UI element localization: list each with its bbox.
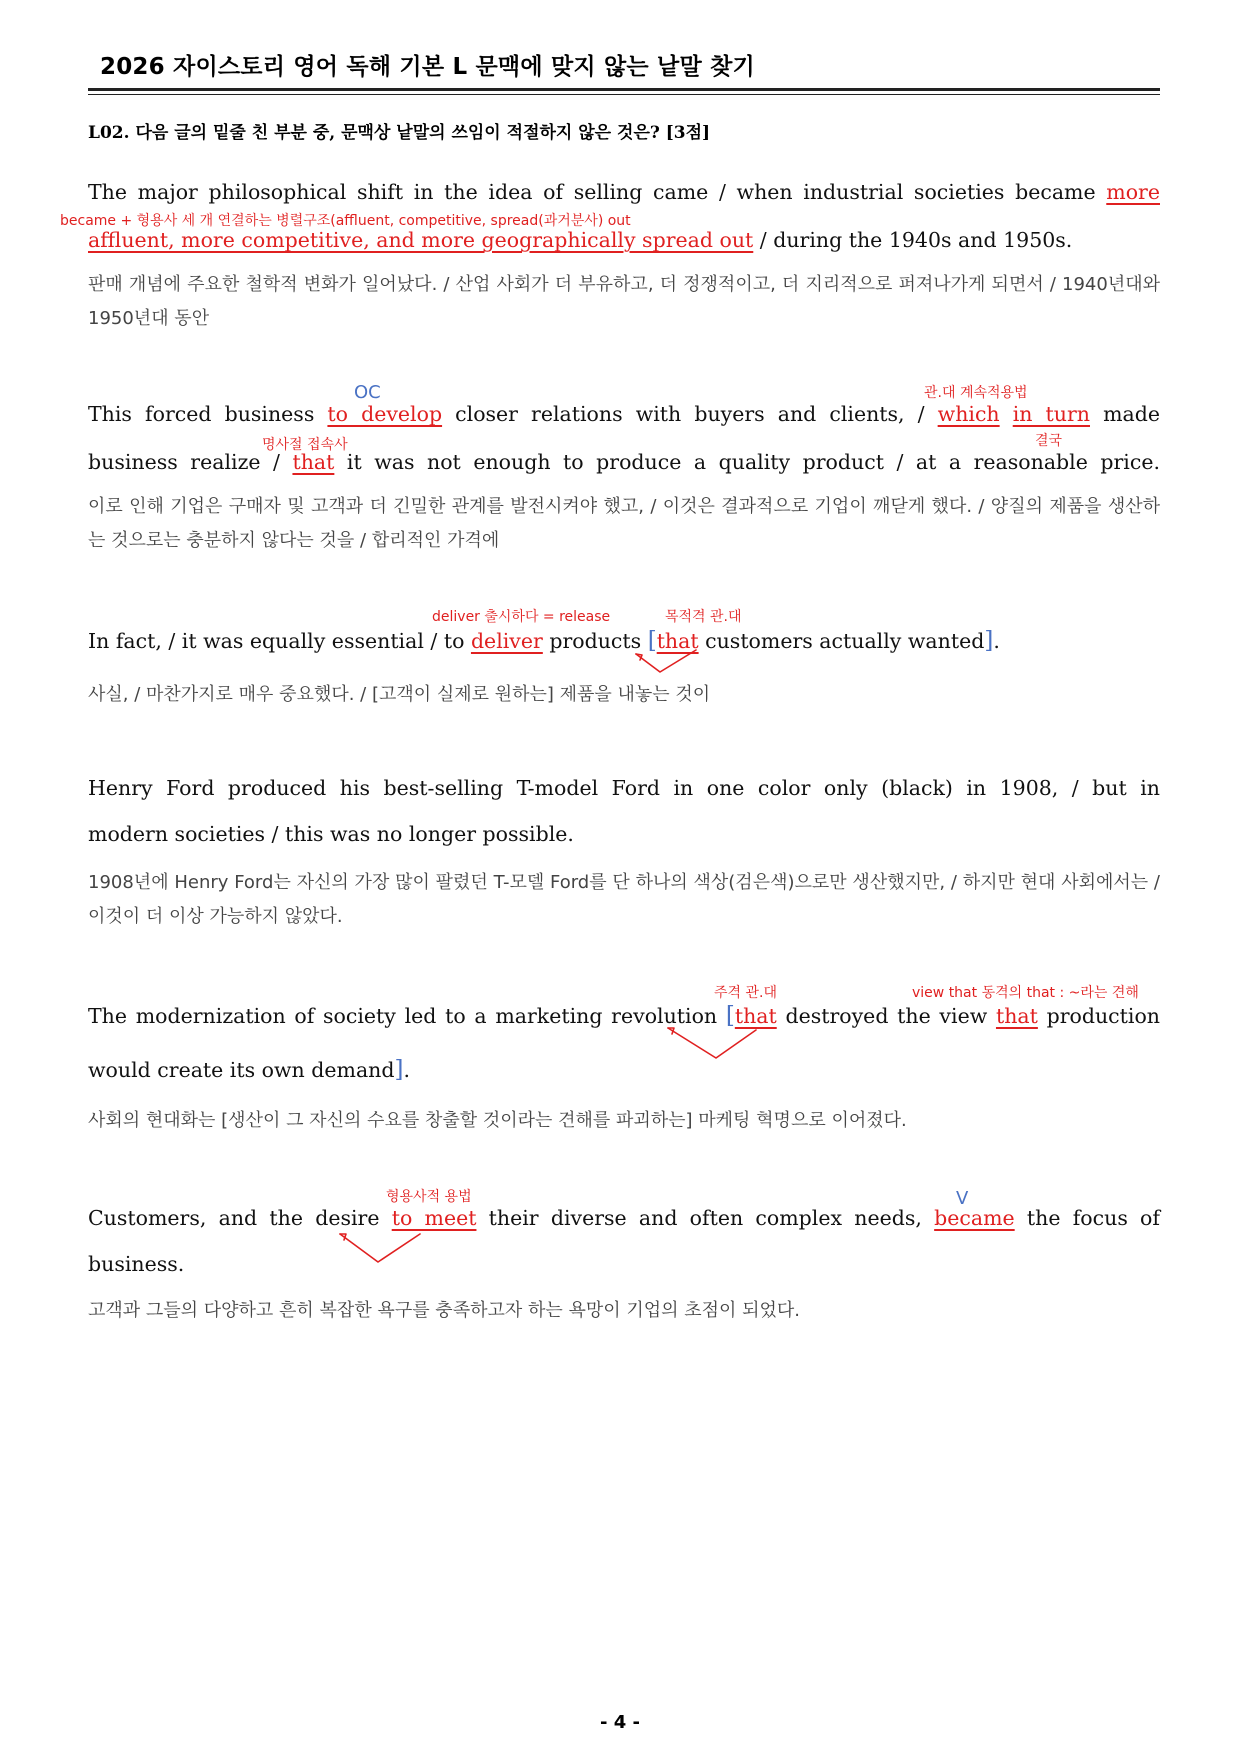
s2-translation: 이로 인해 기업은 구매자 및 고객과 더 긴밀한 관계를 발전시켜야 했고, / 이것은 결과적으로 기업이 깨닫게 했다. / 양질의 제품을 생산하는 것으로는 충분하지 않다는 것을 / 합리적인 가격에 (88, 496, 1160, 551)
s6-line2: business. (88, 1252, 185, 1276)
s2-note-noun-clause: 명사절 접속사 (262, 437, 348, 453)
s6-underline-to-meet: to meet (391, 1206, 477, 1230)
s6-underline-became: became (934, 1206, 1015, 1230)
s2-text-e: it was not enough to produce a quality product / at a reasonable price. (334, 450, 1160, 474)
s3-text-a: In fact, / it was equally essential / to (88, 629, 471, 653)
s5-text-a: The modernization of society led to a marketing revolution (88, 1004, 726, 1028)
s2-line1 (88, 402, 1160, 426)
s5-underline-that-1: that (734, 1004, 777, 1028)
s5-translation: 사회의 현대화는 [생산이 그 자신의 수요를 창출할 것이라는 견해를 파괴하는] 마케팅 혁명으로 이어졌다. (88, 1110, 907, 1131)
s1-underline-affluent: affluent, more competitive, and more geographically spread out (88, 228, 754, 252)
s2-underline-which: which (937, 402, 1000, 426)
s3-translation: 사실, / 마찬가지로 매우 중요했다. / [고객이 실제로 원하는] 제품을 내놓는 것이 (88, 684, 711, 705)
s3-text-b: products (542, 629, 648, 653)
s2-line2 (88, 450, 1160, 474)
s5-underline-that-2: that (995, 1004, 1038, 1028)
s5-note-subjective: 주격 관.대 (714, 985, 777, 1001)
header-rule-thin (88, 94, 1160, 95)
s3-text-d: . (993, 629, 1000, 653)
s4-translation: 1908년에 Henry Ford는 자신의 가장 많이 팔렸던 T-모델 Ford를 단 하나의 색상(검은색)으로만 생산했지만, / 하지만 현대 사회에서는 / 이것이 더 이상 가능하지 않았다. (88, 872, 1160, 927)
s6-translation: 고객과 그들의 다양하고 흔히 복잡한 욕구를 충족하고자 하는 욕망이 기업의 초점이 되었다. (88, 1300, 801, 1321)
s6-line1 (88, 1206, 1160, 1230)
s5-text-c: production (1037, 1004, 1160, 1028)
s2-text-d: business realize / (88, 450, 293, 474)
question-prompt: L02. 다음 글의 밑줄 친 부분 중, 문맥상 낱말의 쓰임이 적절하지 않은 것은? [3점] (88, 123, 711, 143)
s6-arrow-head (340, 1234, 346, 1240)
s2-note-relative: 관.대 계속적용법 (924, 385, 1028, 401)
s3-line1 (88, 628, 1160, 654)
s2-text-a: This forced business (88, 402, 328, 426)
s6-text-c: the focus of (1014, 1206, 1160, 1230)
s5-bracket-open: [ (725, 1003, 735, 1029)
s1-line1 (88, 180, 1160, 204)
s3-underline-deliver: deliver (470, 629, 543, 653)
s1-underline-more: more (1106, 180, 1160, 204)
s5-text-d: would create its own demand (88, 1058, 395, 1082)
s6-text-a: Customers, and the desire (88, 1206, 392, 1230)
s5-text-b: destroyed the view (776, 1004, 996, 1028)
page-number: - 4 - (600, 1712, 640, 1733)
s4-line2: modern societies / this was no longer possible. (88, 822, 574, 846)
s1-line2 (88, 228, 1160, 252)
s5-note-view-that: view that 동격의 that : ~라는 견해 (912, 985, 1139, 1001)
s3-note-objective: 목적격 관.대 (665, 609, 742, 625)
s3-bracket-close: ] (984, 628, 994, 654)
s1-text-a: The major philosophical shift in the idea of selling came / when industrial societies became (88, 180, 1107, 204)
s3-underline-that: that (656, 629, 699, 653)
s5-text-e: . (403, 1058, 411, 1082)
s5-line1 (88, 1003, 1160, 1029)
s3-arrow-head (636, 654, 642, 660)
s3-note-deliver: deliver 출시하다 = release (432, 609, 611, 625)
s2-space (1000, 402, 1013, 426)
s3-bracket-open: [ (647, 628, 657, 654)
s2-note-oc: OC (354, 382, 381, 403)
s6-note-verb: V (956, 1188, 969, 1209)
s2-text-c: made (1090, 402, 1160, 426)
s5-line2 (88, 1057, 1160, 1083)
s2-text-b: closer relations with buyers and clients, / (442, 402, 938, 426)
page-title: 2026 자이스토리 영어 독해 기본 L 문맥에 맞지 않는 낱말 찾기 (100, 54, 755, 80)
s5-arrow (668, 1028, 756, 1058)
s2-underline-in-turn: in turn (1012, 402, 1090, 426)
s3-text-c: customers actually wanted (698, 629, 985, 653)
s4-line1: Henry Ford produced his best-selling T-model Ford in one color only (black) in 1908, / but in (88, 776, 1160, 800)
s1-translation: 판매 개념에 주요한 철학적 변화가 일어났다. / 산업 사회가 더 부유하고, 더 정쟁적이고, 더 지리적으로 퍼져나가게 되면서 / 1940년대와 1950년대 동안 (88, 274, 1160, 329)
s2-underline-to-develop: to develop (327, 402, 443, 426)
header-rule-thick (88, 88, 1160, 91)
s6-note-adjective: 형용사적 용법 (386, 1189, 472, 1205)
s1-text-b: / during the 1940s and 1950s. (753, 228, 1073, 252)
s6-text-b: their diverse and often complex needs, (476, 1206, 935, 1230)
s2-note-result: 결국 (1035, 433, 1063, 449)
s5-bracket-close: ] (394, 1057, 404, 1083)
s2-underline-that: that (292, 450, 335, 474)
s1-note-parallel: became + 형용사 세 개 연결하는 병렬구조(affluent, competitive, spread(과거분사) out (60, 213, 631, 229)
